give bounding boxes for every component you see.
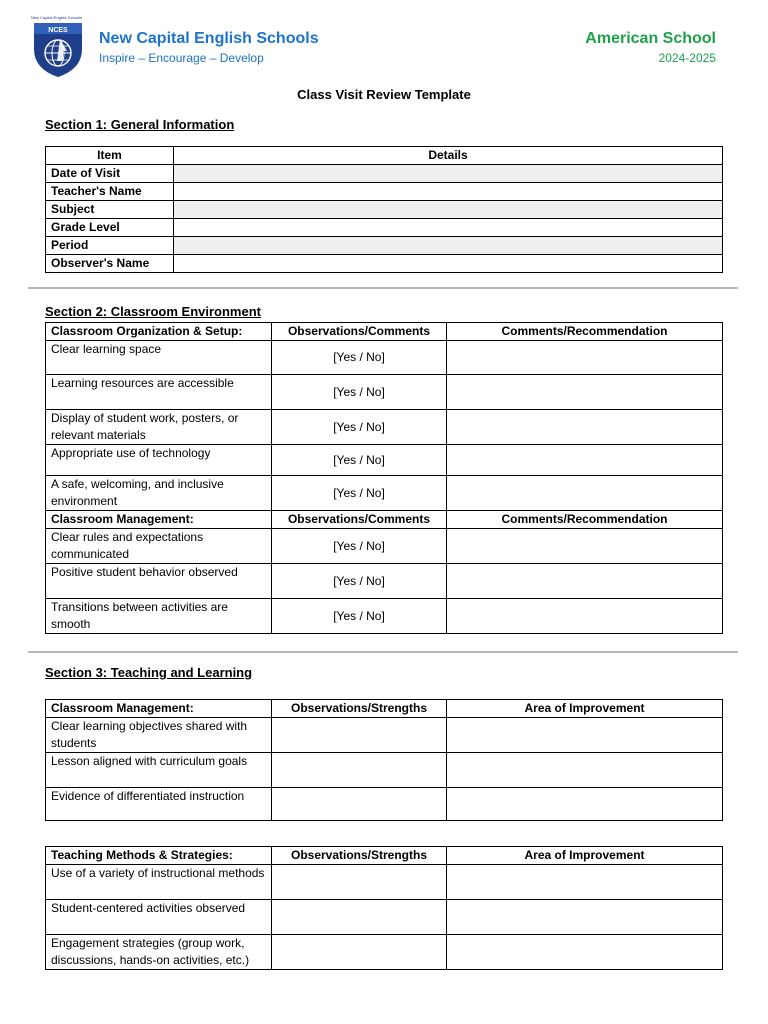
classroom-environment-table <box>45 322 723 634</box>
yes-no-cell[interactable]: [Yes / No] <box>272 341 447 375</box>
table-row <box>46 375 723 410</box>
yes-no-cell[interactable]: [Yes / No] <box>272 375 447 410</box>
table-row <box>46 599 723 634</box>
criterion-text: Positive student behavior observed <box>46 564 272 599</box>
col-header-improvement: Area of Improvement <box>447 847 723 865</box>
table-row <box>46 237 723 255</box>
table-row <box>46 564 723 599</box>
group-header-row <box>46 847 723 865</box>
details-cell[interactable] <box>174 165 723 183</box>
document-header <box>0 0 768 80</box>
improvement-cell[interactable] <box>447 718 723 753</box>
section2-title: Section 2: Classroom Environment <box>45 304 261 319</box>
table-row <box>46 201 723 219</box>
details-cell[interactable] <box>174 237 723 255</box>
group-head-organization: Classroom Organization & Setup: <box>46 323 272 341</box>
recommendation-cell[interactable] <box>447 599 723 634</box>
group-head-methods: Teaching Methods & Strategies: <box>46 847 272 865</box>
col-header-strengths: Observations/Strengths <box>272 847 447 865</box>
table-row <box>46 935 723 970</box>
criterion-text: Appropriate use of technology <box>46 445 272 476</box>
strengths-cell[interactable] <box>272 753 447 788</box>
recommendation-cell[interactable] <box>447 476 723 511</box>
criterion-text: Lesson aligned with curriculum goals <box>46 753 272 788</box>
table-row <box>46 718 723 753</box>
yes-no-cell[interactable]: [Yes / No] <box>272 529 447 564</box>
academic-year: 2024-2025 <box>658 51 716 65</box>
group-head-management: Classroom Management: <box>46 511 272 529</box>
table-row <box>46 445 723 476</box>
criterion-text: Use of a variety of instructional methods <box>46 865 272 900</box>
school-tagline: Inspire – Encourage – Develop <box>99 51 264 65</box>
section-divider <box>28 287 738 289</box>
table-row <box>46 165 723 183</box>
recommendation-cell[interactable] <box>447 341 723 375</box>
strengths-cell[interactable] <box>272 788 447 821</box>
recommendation-cell[interactable] <box>447 410 723 445</box>
row-label: Observer's Name <box>46 255 174 273</box>
campus-name: American School <box>585 30 716 47</box>
improvement-cell[interactable] <box>447 935 723 970</box>
criterion-text: Display of student work, posters, or relevant materials <box>46 410 272 445</box>
row-label: Teacher's Name <box>46 183 174 201</box>
table-row <box>46 183 723 201</box>
table-row <box>46 753 723 788</box>
strengths-cell[interactable] <box>272 935 447 970</box>
yes-no-cell[interactable]: [Yes / No] <box>272 564 447 599</box>
table-row <box>46 476 723 511</box>
recommendation-cell[interactable] <box>447 445 723 476</box>
yes-no-cell[interactable]: [Yes / No] <box>272 445 447 476</box>
table-row <box>46 529 723 564</box>
recommendation-cell[interactable] <box>447 375 723 410</box>
col-header-recommendation: Comments/Recommendation <box>447 511 723 529</box>
section3-title: Section 3: Teaching and Learning <box>45 665 253 680</box>
col-header-item: Item <box>46 147 174 165</box>
criterion-text: Transitions between activities are smooth <box>46 599 272 634</box>
col-header-observations: Observations/Comments <box>272 323 447 341</box>
criterion-text: Engagement strategies (group work, discussions, hands-on activities, etc.) <box>46 935 272 970</box>
table-row <box>46 255 723 273</box>
row-label: Subject <box>46 201 174 219</box>
row-label: Period <box>46 237 174 255</box>
details-cell[interactable] <box>174 183 723 201</box>
group-header-row <box>46 323 723 341</box>
logo-caption: New Capital English Schools <box>31 15 83 20</box>
table-row <box>46 341 723 375</box>
table-row <box>46 788 723 821</box>
row-label: Date of Visit <box>46 165 174 183</box>
teaching-methods-table <box>45 846 723 970</box>
logo-text: NCES <box>48 27 68 34</box>
details-cell[interactable] <box>174 219 723 237</box>
criterion-text: A safe, welcoming, and inclusive environment <box>46 476 272 511</box>
row-label: Grade Level <box>46 219 174 237</box>
col-header-details: Details <box>174 147 723 165</box>
strengths-cell[interactable] <box>272 900 447 935</box>
strengths-cell[interactable] <box>272 865 447 900</box>
criterion-text: Student-centered activities observed <box>46 900 272 935</box>
improvement-cell[interactable] <box>447 865 723 900</box>
improvement-cell[interactable] <box>447 788 723 821</box>
section-divider <box>28 651 738 653</box>
recommendation-cell[interactable] <box>447 564 723 599</box>
recommendation-cell[interactable] <box>447 529 723 564</box>
criterion-text: Clear learning objectives shared with students <box>46 718 272 753</box>
school-name: New Capital English Schools <box>99 30 319 47</box>
criterion-text: Clear learning space <box>46 341 272 375</box>
details-cell[interactable] <box>174 201 723 219</box>
yes-no-cell[interactable]: [Yes / No] <box>272 410 447 445</box>
group-header-row <box>46 700 723 718</box>
strengths-cell[interactable] <box>272 718 447 753</box>
table-row <box>46 865 723 900</box>
details-cell[interactable] <box>174 255 723 273</box>
yes-no-cell[interactable]: [Yes / No] <box>272 476 447 511</box>
improvement-cell[interactable] <box>447 900 723 935</box>
section1-title: Section 1: General Information <box>45 117 235 132</box>
criterion-text: Clear rules and expectations communicated <box>46 529 272 564</box>
col-header-improvement: Area of Improvement <box>447 700 723 718</box>
col-header-strengths: Observations/Strengths <box>272 700 447 718</box>
group-header-row <box>46 511 723 529</box>
table-row <box>46 900 723 935</box>
group-head-management: Classroom Management: <box>46 700 272 718</box>
table-row <box>46 410 723 445</box>
criterion-text: Evidence of differentiated instruction <box>46 788 272 821</box>
teaching-learning-table <box>45 699 723 821</box>
general-info-table <box>45 146 723 273</box>
document-title: Class Visit Review Template <box>297 87 471 102</box>
criterion-text: Learning resources are accessible <box>46 375 272 410</box>
col-header-recommendation: Comments/Recommendation <box>447 323 723 341</box>
col-header-observations: Observations/Comments <box>272 511 447 529</box>
yes-no-cell[interactable]: [Yes / No] <box>272 599 447 634</box>
school-crest-logo <box>30 15 86 79</box>
table-row <box>46 219 723 237</box>
improvement-cell[interactable] <box>447 753 723 788</box>
table-header-row <box>46 147 723 165</box>
